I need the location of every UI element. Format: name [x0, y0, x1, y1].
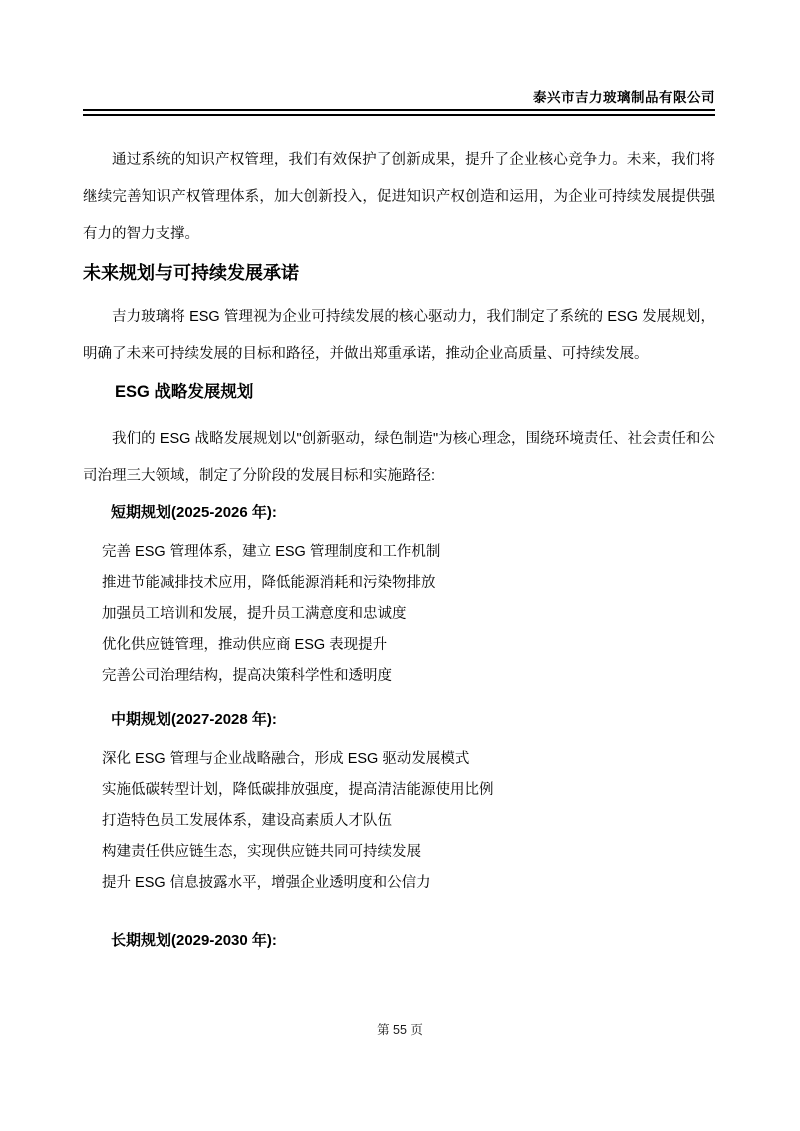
plan-item: 打造特色员工发展体系，建设高素质人才队伍	[102, 813, 392, 829]
plan-section-mid-term	[83, 702, 715, 899]
plan-item-list	[102, 744, 715, 899]
section-title: 未来规划与可持续发展承诺	[83, 263, 299, 283]
plan-item: 构建责任供应链生态，实现供应链共同可持续发展	[102, 844, 421, 860]
plan-item-list	[102, 537, 715, 692]
plan-item: 完善公司治理结构，提高决策科学性和透明度	[102, 668, 392, 684]
header-double-rule	[83, 109, 715, 116]
section-intro-paragraph: 吉力玻璃将 ESG 管理视为企业可持续发展的核心驱动力，我们制定了系统的 ESG 发展规划，明确了未来可持续发展的目标和路径，并做出郑重承诺，推动企业高质量、可持续发展。	[83, 309, 715, 362]
plan-item: 优化供应链管理，推动供应商 ESG 表现提升	[102, 637, 388, 653]
subsection-title: ESG 战略发展规划	[115, 383, 254, 401]
plan-item: 完善 ESG 管理体系，建立 ESG 管理制度和工作机制	[102, 544, 441, 560]
plan-section-long-term	[83, 923, 715, 959]
page-number: 第 55 页	[377, 1023, 423, 1037]
page-header-company-name: 泰兴市吉力玻璃制品有限公司	[533, 90, 715, 105]
plan-title-long-term: 长期规划(2029-2030 年):	[111, 932, 277, 949]
plan-item: 深化 ESG 管理与企业战略融合，形成 ESG 驱动发展模式	[102, 751, 470, 767]
plan-item: 加强员工培训和发展，提升员工满意度和忠诚度	[102, 606, 407, 622]
intro-paragraph: 通过系统的知识产权管理，我们有效保护了创新成果，提升了企业核心竞争力。未来，我们将继续完善知识产权管理体系，加大创新投入，促进知识产权创造和运用，为企业可持续发展提供强有力的智力支撑。	[83, 152, 715, 242]
subsection-intro-paragraph: 我们的 ESG 战略发展规划以"创新驱动，绿色制造"为核心理念，围绕环境责任、社会责任和公司治理三大领域，制定了分阶段的发展目标和实施路径:	[83, 431, 715, 484]
plan-item: 提升 ESG 信息披露水平，增强企业透明度和公信力	[102, 875, 431, 891]
plan-item: 实施低碳转型计划，降低碳排放强度，提高清洁能源使用比例	[102, 782, 494, 798]
plan-item: 推进节能减排技术应用，降低能源消耗和污染物排放	[102, 575, 436, 591]
plan-section-short-term	[83, 495, 715, 692]
plan-title-short-term: 短期规划(2025-2026 年):	[111, 504, 277, 521]
plan-title-mid-term: 中期规划(2027-2028 年):	[111, 711, 277, 728]
